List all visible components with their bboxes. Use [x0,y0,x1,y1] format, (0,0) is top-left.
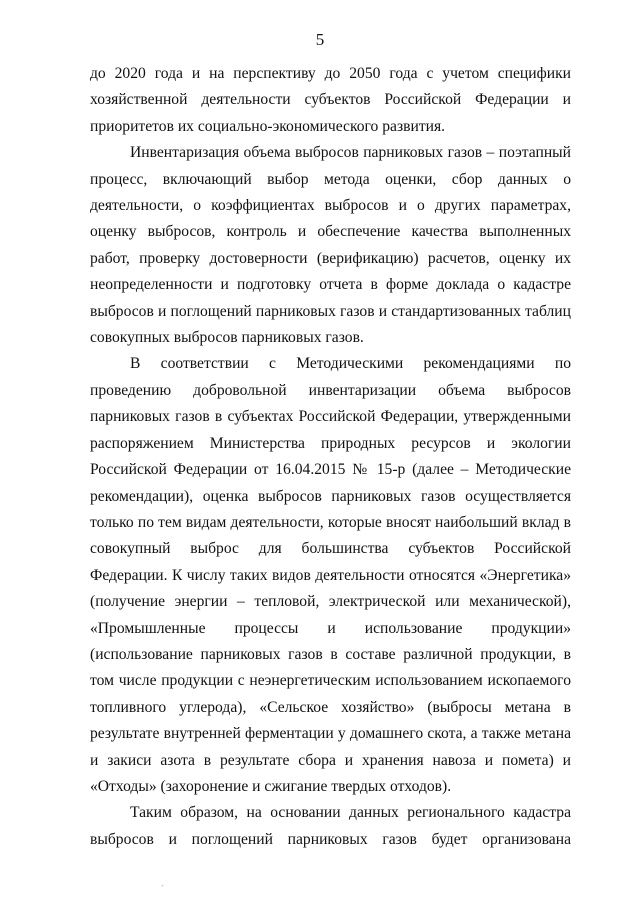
paragraph-continuation: до 2020 года и на перспективу до 2050 года с учетом специфики хозяйственной деятельности субъектов Российской Федерации и приоритетов их социально-экономического развития. [90,65,571,135]
document-body [90,61,571,853]
page-number: 5 [315,30,325,49]
scan-artifact-mark: ˊ [161,884,164,893]
paragraph-conclusion: Таким образом, на основании данных регионального кадастра выбросов и поглощений парниковых газов будет организована [90,804,571,848]
paragraph-inventory-definition: Инвентаризация объема выбросов парниковых газов – поэтапный процесс, включающий выбор метода оценки, сбор данных о деятельности, о коэффициентах выбросов и о других параметрах, оценку выбросов, контроль и обеспечение качества выполненных работ, проверку достоверности (верификацию) расчетов, оценку их неопределенности и подготовку отчета в форме доклада о кадастре выбросов и поглощений парниковых газов и стандартизованных таблиц совокупных выбросов парниковых газов. [90,144,571,347]
paragraph-methodological-recommendations: В соответствии с Методическими рекомендациями по проведению добровольной инвентаризации объема выбросов парниковых газов в субъектах Российской Федерации, утвержденными распоряжением Министерства природных ресурсов и экологии Российской Федерации от 16.04.2015 № 15-р (далее – Методические рекомендации), оценка выбросов парниковых газов осуществляется только по тем видам деятельности, которые вносят наибольший вклад в совокупный выброс для большинства субъектов Российской Федерации. К числу таких видов деятельности относятся «Энергетика» (получение энергии – тепловой, электрической или механической), «Промышленные процессы и использование продукции» (использование парниковых газов в составе различной продукции, в том числе продукции с неэнергетическим использованием ископаемого топливного углерода), «Сельское хозяйство» (выбросы метана в результате внутренней ферментации у домашнего скота, а также метана и закиси азота в результате сбора и хранения навоза и помета) и «Отходы» (захоронение и сжигание твердых отходов). [90,355,571,795]
